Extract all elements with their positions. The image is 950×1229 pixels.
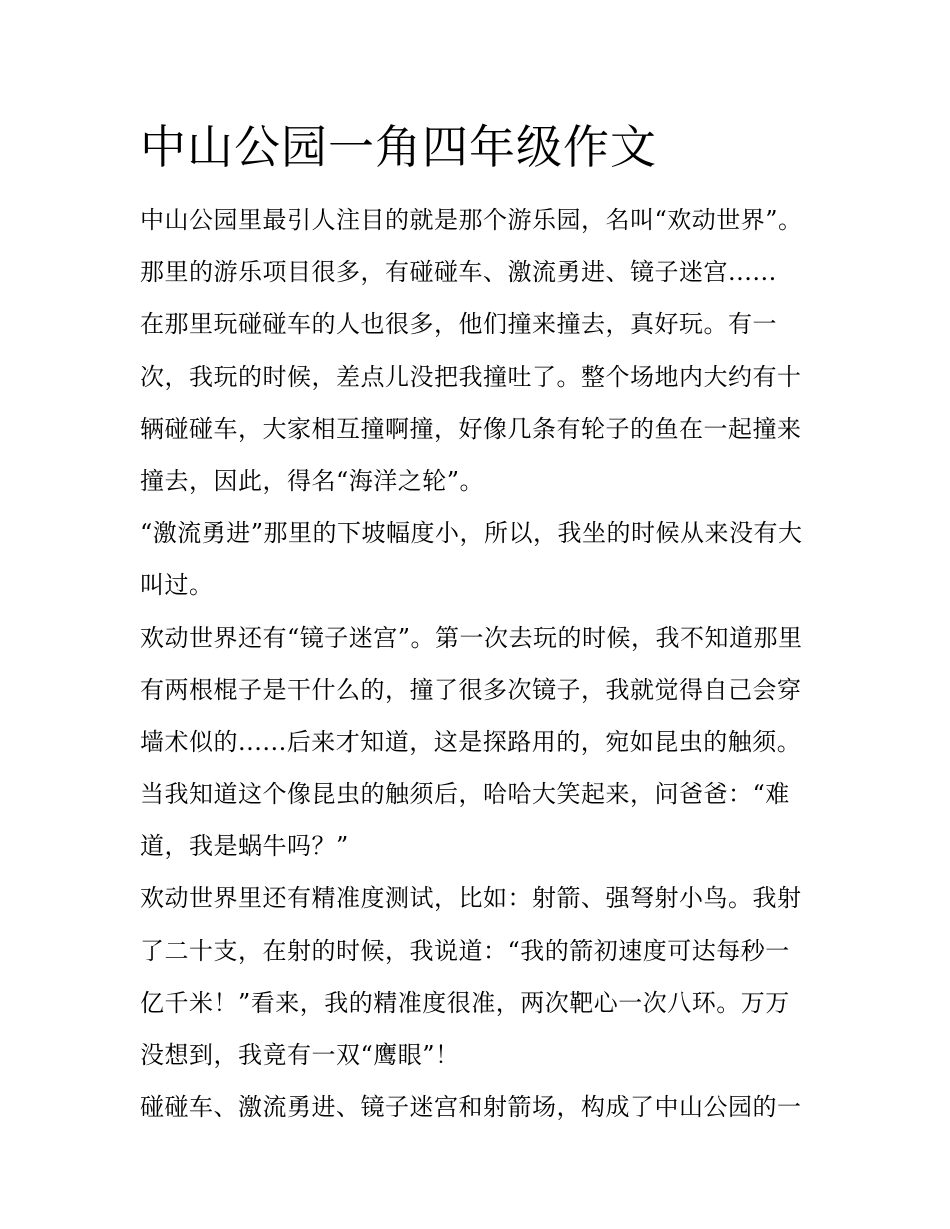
text-line: 在那里玩碰碰车的人也很多，他们撞来撞去，真好玩。有一 <box>140 310 777 339</box>
essay-body <box>140 112 820 1133</box>
text-line: 中山公园里最引人注目的就是那个游乐园，名叫“欢动世界”。 <box>140 206 803 234</box>
text-line: 叫过。 <box>140 571 214 600</box>
text-line: 亿千米！”看来，我的精准度很准，两次靶心一次八环。万万 <box>140 988 790 1017</box>
paragraph-3 <box>140 507 820 611</box>
text-line: 道，我是蜗牛吗？” <box>140 832 349 861</box>
paragraph-5 <box>140 872 820 1081</box>
paragraph-4 <box>140 612 820 873</box>
text-line: 了二十支，在射的时候，我说道：“我的箭初速度可达每秒一 <box>140 936 790 965</box>
text-line: 欢动世界还有“镜子迷宫”。第一次去玩的时候，我不知道那里 <box>140 623 803 652</box>
text-line: 辆碰碰车，大家相互撞啊撞，好像几条有轮子的鱼在一起撞来 <box>140 414 802 443</box>
text-line: 墙术似的......后来才知道，这是探路用的，宛如昆虫的触须。 <box>140 727 802 756</box>
text-line: 当我知道这个像昆虫的触须后，哈哈大笑起来，问爸爸：“难 <box>140 780 790 809</box>
text-line: 碰碰车、激流勇进、镜子迷宫和射箭场，构成了中山公园的一 <box>140 1093 802 1122</box>
text-line: 那里的游乐项目很多，有碰碰车、激流勇进、镜子迷宫...... <box>140 258 777 287</box>
paragraph-1 <box>140 194 820 298</box>
text-line: 次，我玩的时候，差点儿没把我撞吐了。整个场地内大约有十 <box>140 362 802 391</box>
text-line: 有两根棍子是干什么的，撞了很多次镜子，我就觉得自己会穿 <box>140 675 802 704</box>
paragraph-2 <box>140 298 820 507</box>
text-line: “激流勇进”那里的下坡幅度小，所以，我坐的时候从来没有大 <box>140 519 803 548</box>
essay-title: 中山公园一角四年级作文 <box>140 120 657 174</box>
text-line: 没想到，我竟有一双“鹰眼”！ <box>140 1041 460 1069</box>
paragraph-6 <box>140 1081 820 1133</box>
text-line: 撞去，因此，得名“海洋之轮”。 <box>140 466 485 495</box>
text-line: 欢动世界里还有精准度测试，比如：射箭、强弩射小鸟。我射 <box>140 884 802 913</box>
